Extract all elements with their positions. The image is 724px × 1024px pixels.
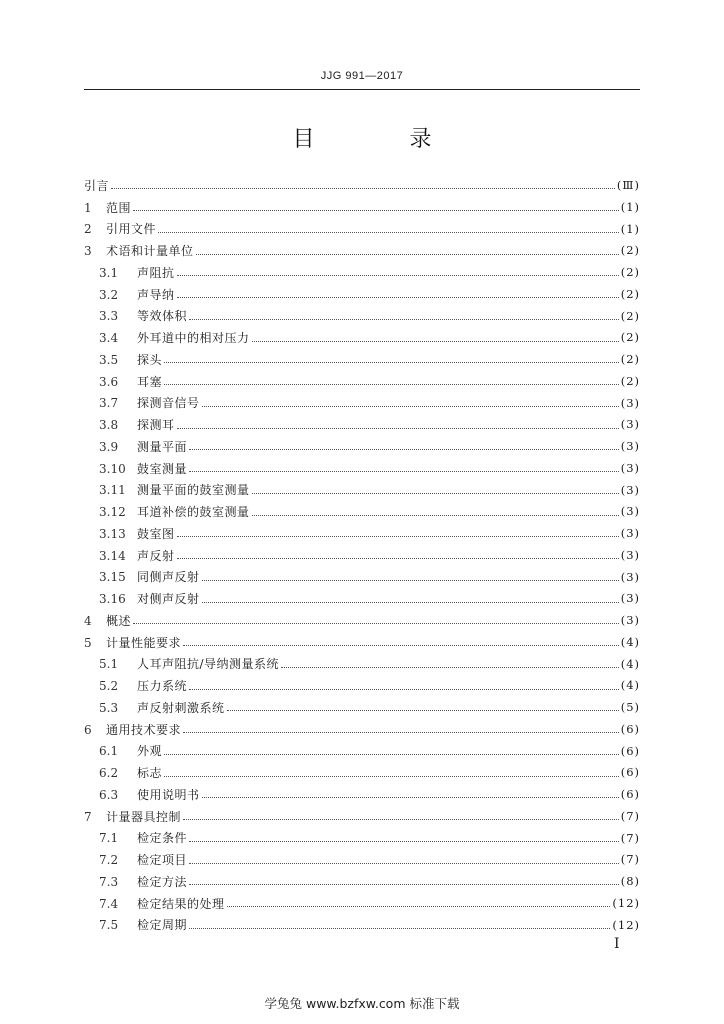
toc-entry-label: 压力系统 <box>137 679 188 694</box>
toc-entry-number: 7.2 <box>99 853 119 868</box>
toc-entry-page: (7) <box>620 852 640 867</box>
dot-leader <box>164 348 619 363</box>
dot-leader <box>183 805 619 820</box>
toc-entry-label: 检定周期 <box>137 918 188 933</box>
toc-entry-page: (3) <box>620 547 640 562</box>
toc-entry-page: (2) <box>620 308 640 323</box>
dot-leader <box>189 675 619 690</box>
toc-entry-label: 探测耳 <box>137 418 175 433</box>
toc-entry-label: 鼓室图 <box>137 526 175 541</box>
dot-leader <box>177 261 619 276</box>
toc-entry-number: 3.3 <box>99 309 119 324</box>
toc-entry[interactable] <box>84 675 640 697</box>
dot-leader <box>202 392 619 407</box>
toc-entry-label: 计量性能要求 <box>106 635 182 650</box>
dot-leader <box>227 696 619 711</box>
page-title: 目 录 <box>292 127 476 152</box>
toc-entry-page: (Ⅲ) <box>616 178 640 193</box>
toc-entry[interactable] <box>84 523 640 545</box>
toc-entry[interactable] <box>84 915 640 937</box>
toc-entry-number: 3.2 <box>99 287 119 302</box>
toc-entry[interactable] <box>84 393 640 415</box>
dot-leader <box>252 327 619 342</box>
dot-leader <box>189 870 619 885</box>
toc-entry-label: 使用说明书 <box>137 787 200 802</box>
toc-entry-page: (3) <box>620 417 640 432</box>
toc-entry-number: 3.9 <box>99 439 119 454</box>
toc-entry-page: (3) <box>620 504 640 519</box>
toc-entry-label: 引用文件 <box>106 222 157 237</box>
toc-entry-label: 检定结果的处理 <box>137 896 225 911</box>
toc-entry-label: 外观 <box>137 744 163 759</box>
toc-entry[interactable] <box>84 480 640 502</box>
toc-entry-number: 6.1 <box>99 744 119 759</box>
toc-entry-page: (2) <box>620 352 640 367</box>
toc-entry-number: 7.3 <box>99 874 119 889</box>
toc-entry-label: 检定条件 <box>137 831 188 846</box>
toc-entry-label: 耳塞 <box>137 374 163 389</box>
toc-entry[interactable] <box>84 762 640 784</box>
header-divider <box>84 89 640 90</box>
toc-entry-number: 5.3 <box>99 700 119 715</box>
dot-leader <box>189 914 610 929</box>
toc-entry-page: (8) <box>620 874 640 889</box>
toc-entry[interactable] <box>84 588 640 610</box>
page-number: I <box>614 936 620 952</box>
toc-entry[interactable] <box>84 654 640 676</box>
dot-leader <box>158 218 619 233</box>
toc-entry-page: (3) <box>620 591 640 606</box>
toc-entry-number: 3.7 <box>99 396 119 411</box>
toc-entry[interactable] <box>84 567 640 589</box>
toc-entry-number: 3 <box>84 244 92 259</box>
toc-entry-label: 检定方法 <box>137 874 188 889</box>
toc-entry-page: (3) <box>620 613 640 628</box>
toc-entry-number: 6.2 <box>99 766 119 781</box>
toc-entry[interactable] <box>84 545 640 567</box>
toc-entry[interactable] <box>84 414 640 436</box>
toc-entry-page: (3) <box>620 460 640 475</box>
toc-entry[interactable] <box>84 284 640 306</box>
dot-leader <box>202 566 619 581</box>
toc-entry-number: 3.5 <box>99 352 119 367</box>
toc-entry-page: (3) <box>620 482 640 497</box>
dot-leader <box>164 370 619 385</box>
toc-entry-label: 等效体积 <box>137 309 188 324</box>
watermark-text: 学兔兔 www.bzfxw.com 标准下载 <box>264 996 460 1011</box>
toc-entry-label: 声反射刺激系统 <box>137 700 225 715</box>
dot-leader <box>202 783 619 798</box>
toc-entry-label: 声反射 <box>137 548 175 563</box>
toc-entry-label: 测量平面的鼓室测量 <box>137 483 250 498</box>
toc-entry-number: 3.12 <box>99 505 126 520</box>
toc-entry-number: 3.10 <box>99 461 126 476</box>
dot-leader <box>281 653 619 668</box>
toc-entry[interactable] <box>84 240 640 262</box>
toc-entry-label: 对侧声反射 <box>137 592 200 607</box>
dot-leader <box>189 457 619 472</box>
toc-entry[interactable] <box>84 784 640 806</box>
toc-entry-page: (2) <box>620 243 640 258</box>
toc-entry-number: 6 <box>84 722 92 737</box>
toc-entry-page: (2) <box>620 373 640 388</box>
toc-entry-number: 3.1 <box>99 265 119 280</box>
toc-entry[interactable] <box>84 262 640 284</box>
toc-entry[interactable] <box>84 371 640 393</box>
dot-leader <box>177 283 619 298</box>
dot-leader <box>164 762 619 777</box>
toc-entry-page: (12) <box>612 895 640 910</box>
dot-leader <box>189 849 619 864</box>
dot-leader <box>177 544 619 559</box>
dot-leader <box>183 718 619 733</box>
toc-entry-label: 外耳道中的相对压力 <box>137 331 250 346</box>
toc-entry-page: (7) <box>620 830 640 845</box>
toc-entry-page: (6) <box>620 787 640 802</box>
toc-entry-page: (6) <box>620 721 640 736</box>
toc-entry[interactable] <box>84 849 640 871</box>
dot-leader <box>189 827 619 842</box>
toc-entry[interactable] <box>84 632 640 654</box>
toc-entry-page: (3) <box>620 526 640 541</box>
toc-entry-label: 术语和计量单位 <box>106 244 194 259</box>
toc-entry-page: (6) <box>620 765 640 780</box>
toc-entry-number: 3.13 <box>99 526 126 541</box>
toc-entry-number: 3.16 <box>99 592 126 607</box>
dot-leader <box>202 588 619 603</box>
toc-entry[interactable] <box>84 219 640 241</box>
standard-number-header: JJG 991—2017 <box>320 70 404 82</box>
toc-entry-page: (3) <box>620 395 640 410</box>
dot-leader <box>177 414 619 429</box>
toc-entry-number: 3.14 <box>99 548 126 563</box>
toc-entry-number: 5 <box>84 635 92 650</box>
toc-entry-page: (1) <box>620 221 640 236</box>
toc-entry-label: 通用技术要求 <box>106 722 182 737</box>
toc-entry-page: (3) <box>620 439 640 454</box>
toc-entry-number: 3.8 <box>99 418 119 433</box>
toc-entry[interactable] <box>84 828 640 850</box>
toc-entry-number: 3.11 <box>99 483 126 498</box>
toc-entry-page: (4) <box>620 656 640 671</box>
table-of-contents <box>84 175 640 936</box>
dot-leader <box>252 501 619 516</box>
toc-entry-number: 2 <box>84 222 92 237</box>
toc-entry[interactable] <box>84 893 640 915</box>
toc-entry[interactable] <box>84 871 640 893</box>
toc-entry-label: 计量器具控制 <box>106 809 182 824</box>
toc-entry-page: (2) <box>620 330 640 345</box>
dot-leader <box>196 240 619 255</box>
toc-entry-label: 引言 <box>84 178 110 193</box>
toc-entry-label: 检定项目 <box>137 853 188 868</box>
toc-entry[interactable] <box>84 175 640 197</box>
dot-leader <box>133 196 619 211</box>
toc-entry-label: 探测音信号 <box>137 396 200 411</box>
toc-entry[interactable] <box>84 610 640 632</box>
toc-entry-number: 3.6 <box>99 374 119 389</box>
toc-entry[interactable] <box>84 501 640 523</box>
toc-entry-label: 同侧声反射 <box>137 570 200 585</box>
toc-entry-page: (3) <box>620 569 640 584</box>
toc-entry-label: 范围 <box>106 200 132 215</box>
toc-entry-number: 1 <box>84 200 92 215</box>
toc-entry-number: 7.4 <box>99 896 119 911</box>
dot-leader <box>177 522 619 537</box>
toc-entry-label: 探头 <box>137 352 163 367</box>
dot-leader <box>252 479 619 494</box>
toc-entry-label: 声导纳 <box>137 287 175 302</box>
toc-entry-label: 概述 <box>106 613 132 628</box>
dot-leader <box>133 609 619 624</box>
dot-leader <box>183 631 619 646</box>
toc-entry-page: (5) <box>620 700 640 715</box>
toc-entry-number: 3.15 <box>99 570 126 585</box>
toc-entry[interactable] <box>84 197 640 219</box>
dot-leader <box>189 435 619 450</box>
toc-entry-number: 5.1 <box>99 657 119 672</box>
toc-entry[interactable] <box>84 719 640 741</box>
toc-entry[interactable] <box>84 458 640 480</box>
toc-entry-page: (2) <box>620 265 640 280</box>
toc-entry-number: 7 <box>84 809 92 824</box>
toc-entry-page: (2) <box>620 286 640 301</box>
toc-entry-page: (7) <box>620 808 640 823</box>
dot-leader <box>189 305 619 320</box>
dot-leader <box>111 174 615 189</box>
toc-entry[interactable] <box>84 306 640 328</box>
toc-entry-label: 标志 <box>137 766 163 781</box>
toc-entry-label: 耳道补偿的鼓室测量 <box>137 505 250 520</box>
toc-entry-number: 3.4 <box>99 331 119 346</box>
toc-entry-number: 5.2 <box>99 679 119 694</box>
toc-entry[interactable] <box>84 349 640 371</box>
dot-leader <box>227 892 611 907</box>
toc-entry[interactable] <box>84 327 640 349</box>
toc-entry-label: 鼓室测量 <box>137 461 188 476</box>
toc-entry[interactable] <box>84 741 640 763</box>
toc-entry-label: 测量平面 <box>137 439 188 454</box>
toc-entry[interactable] <box>84 697 640 719</box>
toc-entry[interactable] <box>84 436 640 458</box>
toc-entry-page: (6) <box>620 743 640 758</box>
toc-entry-number: 4 <box>84 613 92 628</box>
toc-entry-label: 声阻抗 <box>137 265 175 280</box>
toc-entry-number: 7.5 <box>99 918 119 933</box>
dot-leader <box>164 740 619 755</box>
toc-entry-label: 人耳声阻抗/导纳测量系统 <box>137 657 280 672</box>
toc-entry-number: 6.3 <box>99 787 119 802</box>
toc-entry-page: (12) <box>612 917 640 932</box>
toc-entry-number: 7.1 <box>99 831 119 846</box>
toc-entry[interactable] <box>84 806 640 828</box>
toc-entry-page: (1) <box>620 199 640 214</box>
toc-entry-page: (4) <box>620 634 640 649</box>
toc-entry-page: (4) <box>620 678 640 693</box>
